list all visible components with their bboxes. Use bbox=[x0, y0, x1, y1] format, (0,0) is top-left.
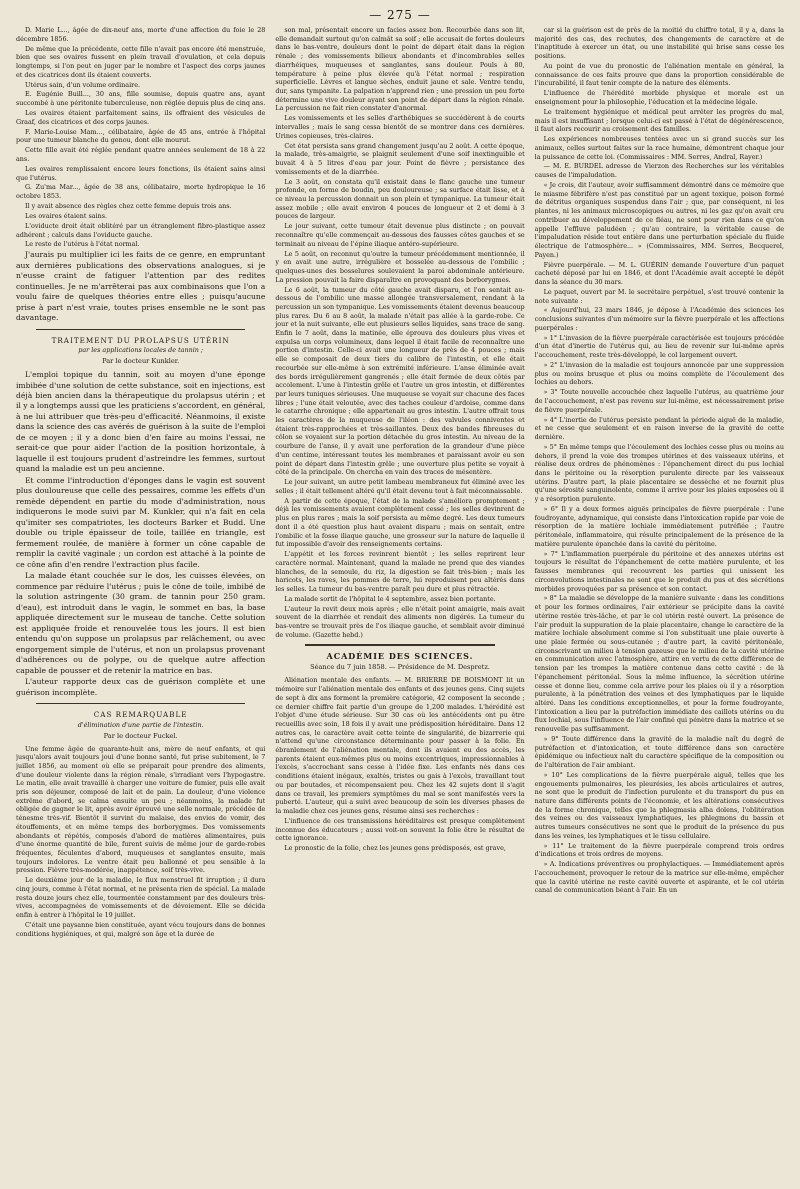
case-list bbox=[16, 26, 265, 249]
article-paragraph: son mal, présentait encore un facies assez bon. Recourbée dans son lit, elle demandait surtout qu'on calmât sa soif ; elle accusait de fortes douleurs dans le bas-ventre, douleurs dont le point de départ était dans la région rénale ; des vomissements bilieux abondants et d'incombrables selles diarrhéiques, muqueuses et sanglantes, sans douleur. Pouls à 80, température à peine plus élevée qu'à l'état normal ; respiration superficielle. Lèvres et langue sèches, enduit jaune et sale. Ventre tendu, dur, sans tympanite. La palpation n'apprend rien ; une pression un peu forte détermine une vive douleur ayant son point de départ dans la région rénale. La percussion ne fait rien constater d'anormal. bbox=[275, 26, 525, 113]
article-paragraph: L'influence de l'hérédité morbide physique et morale est un enseignement pour la philosophie, l'éducation et la médecine légale. bbox=[534, 89, 784, 106]
article-paragraph: » 11° Le traitement de la fièvre puerpérale comprend trois ordres d'indications et trois ordres de moyens. bbox=[534, 841, 784, 859]
article-paragraph: L'auteur la revit deux mois après ; elle n'était point amaigrie, mais avait souvent de la diarrhée et rendait des aliments non digérés. La tumeur du bas-ventre se trouvait près de l'os iliaque gauche, et semblait avoir diminué de volume. (Gazette hebd.) bbox=[275, 604, 525, 639]
case-item: G. Zu'ma Mar..., âgée de 38 ans, célibataire, morte hydropique le 16 octobre 1853. bbox=[16, 183, 266, 201]
article-title: CAS REMARQUABLE bbox=[93, 710, 188, 720]
case-item: Les ovaires étaient sains. bbox=[25, 211, 108, 220]
case-item: D. Marie L..., âgée de dix-neuf ans, morte d'une affection du foie le 28 décembre 1856. bbox=[16, 26, 266, 43]
article-paragraph: » 8° La maladie se développe de la manière suivante : dans les conditions et pour les formes ordinaires, l'air extérieur se précipite dans la cavité utérine restée très-lâche, et par le col utérin resté ouvert. La présence de l'air produit la suppuration de la plaie placentaire, change le caractère de la matière lochiale absolument comme si l'on substituait une plaie ouverte à une plaie fermée ou sous-cutanée ; d'autre part, la cavité péritonéale, circonscrivant un milieu à tension gazeuse que le milieu de la cavité utérine en communication avec l'atmosphère, attire en vertu de cette différence de tension par les trompes la matière contenue dans cette cavité : de là l'épanchement péritonéal. Sous la même influence, la sécrétion utérine cesse et donne lieu, comme cela arrive pour les plaies où il y a résorption purulente, à la pénétration des veines et des lymphatiques par le liquide altéré. Dans les conditions exceptionnelles, et pour la forme foudroyante, l'intoxication a lieu par la putréfaction immédiate des caillots utérins ou du flux lochial, sous l'influence de l'air confiné qui pénètre dans la matrice et se renouvelle pas suffisamment. bbox=[534, 594, 784, 734]
article-subtitle: par les applications locales de tannin ; bbox=[78, 346, 204, 355]
article-subtitle: d'élimination d'une partie de l'intestin. bbox=[77, 720, 204, 729]
article-paragraph: L'emploi topique du tannin, soit au moyen d'une éponge imbibée d'une solution de cette substance, soit en injections, est déjà bien ancien dans la thérapeutique du prolapsus utérin ; et il y a longtemps aussi que les praticiens s'accordent, en général, à ne lui attribuer que très-peu d'efficacité. Néanmoins, il existe dans la science des cas avérés de guérison à la suite de l'emploi de ce moyen ; il y a donc bien d'en faire au moins l'essai, ne serait-ce que pour aider l'action de la position horizontale, à laquelle il est toujours prudent d'astreindre les femmes, surtout quand la maladie est un peu ancienne. bbox=[16, 370, 266, 474]
article-paragraph: Et comme l'introduction d'éponges dans le vagin est souvent plus douloureuse que celle des pessaires, comme les effets d'un remède dépendent en partie du mode d'administration, nous indiquerons le mode suivi par M. Kunkler, qui n'a fait en cela qu'imiter ses compatriotes, les docteurs Barker et Budd. Une double ou triple épaisseur de toile, taillée en triangle, est fermement roulée, de manière à former un cône capable de remplir la cavité vaginale ; un cordon est attaché à la pointe de ce cône afin d'en rendre l'extraction plus facile. bbox=[16, 475, 266, 569]
article-paragraph: « Je crois, dit l'auteur, avoir suffisamment démontré dans ce mémoire que le miasme fébrifère n'est pas constitué par un agent toxique, poison formé de détritus organiques suspendus dans l'air ; que, par conséquent, ni les plantes, ni les animaux microscopiques ou autres, ni les gaz qu'on avait cru contribuer au développement de ce fléau, ne sont pour rien dans ce qu'on appelle l'effluve paludéen ; qu'au contraire, la véritable cause de l'impaludation réside tout entière dans une perturbation spéciale du fluide électrique de l'atmosphère... » (Commissaires, MM. Serres, Becquerel, Payen.) bbox=[534, 181, 784, 259]
article-paragraph: Le traitement hygiénique et médical peut arrêter les progrès du mal, mais il est insuffisant ; lorsque celui-ci est passé à l'état de dégénérescence, il faut alors recourir au croisement des familles. bbox=[534, 107, 784, 134]
article-paragraph: » 9° Toute différence dans la gravité de la maladie naît du degré de putréfaction et d'intoxication, et toute différence dans son caractère épidémique ou infectieux naît du caractère spécifique de la composition ou de l'altération de l'air ambiant. bbox=[534, 734, 784, 770]
conclusion-paragraph: J'aurais pu multiplier ici les faits de ce genre, en empruntant aux dernières publications des observations analogues, si je n'eusse craint de fatiguer l'attention par des redites continuelles. Je ne m'arrêterai pas aux combinaisons que l'on a voulu faire de quelques théories entre elles ; puisqu'aucune prise à part n'est vraie, toutes prises ensemble ne le sont pas davantage. bbox=[16, 250, 266, 323]
article-author: Par le docteur Kunkler. bbox=[102, 357, 180, 366]
article-paragraph: Une femme âgée de quarante-huit ans, mère de neuf enfants, et qui jusqu'alors avait toujours joui d'une bonne santé, fut prise subitement, le 7 juillet 1856, au moment où elle se préparait pour prendre des aliments, d'une douleur violente dans la région rénale, s'irradiant vers l'hypogastre. Le matin, elle avait travaillé à charger une voiture de fumier, puis elle avait pris son déjeuner, composé de lait et de pain. La douleur, d'une violence extrême d'abord, se calma ensuite un peu ; néanmoins, la malade fut obligée de gagner le lit, après avoir éprouvé une selle normale, précédée de ténesme très-vif. Bientôt il survint du malaise, des envies de vomir, des étouffements, et en même temps des borborygmes. Des vomissements abondants et répétés, composés d'abord de matières alimentaires, puis d'une énorme quantité de bile, furent suivis de même jour de garde-robes fréquentes, féculentes d'abord, muqueuses et sanglantes ensuite, mais toujours indolores. Le ventre était peu ballonné et peu sensible à la pression. Fièvre très-modérée, inappétence, soif très-vive. bbox=[16, 744, 266, 875]
article-paragraph: » 2° L'invasion de la maladie est toujours annoncée par une suppression plus ou moins brusque et plus ou moins complète de l'écoulement des lochies au dehors. bbox=[534, 361, 784, 387]
article-paragraph: C'était une paysanne bien constituée, ayant vécu toujours dans de bonnes conditions hygiéniques, et qui, malgré son âge et la durée de bbox=[16, 921, 266, 938]
article-paragraph: Le jour suivant, un autre petit lambeau membraneux fut éliminé avec les selles ; il était tellement altéré qu'il était devenu tout à fait méconnaissable. bbox=[275, 478, 525, 495]
article-paragraph: — M. E. BURDEL adresse de Vierzon des Recherches sur les véritables causes de l'impaludation. bbox=[534, 162, 784, 180]
article-paragraph: Les expériences nombreuses tentées avec un si grand succès sur les animaux, celles surtout faites sur la race humaine, démontrent chaque jour la puissance de cette loi. (Commissaires : MM. Serres, Andral, Rayer.) bbox=[534, 135, 784, 161]
article-paragraph: Le pronostic de la folie, chez les jeunes gens prédisposés, est grave, bbox=[284, 844, 506, 853]
article-paragraph: Fièvre puerpérale. — M. L. GUÉRIN demande l'ouverture d'un paquet cacheté déposé par lui en 1846, et dont l'Académie avait accepté le dépôt dans la séance du 30 mars. bbox=[534, 260, 784, 286]
case-item: Le reste de l'utérus à l'état normal. bbox=[25, 240, 140, 249]
article-paragraph: Aliénation mentale des enfants. — M. BRIERRE DE BOISMONT lit un mémoire sur l'aliénation mentale des enfants et des jeunes gens. Cinq sujets de sept à dix ans forment la première catégorie, 42 composent la seconde ; ce dernier chiffre fait partie d'un groupe de 1,200 malades. L'hérédité est l'objet d'une étude sérieuse. Sur 30 cas où les antécédents ont pu être recueillis avec soin, 18 fois il y avait une prédisposition héréditaire. Dans 12 autres cas, le caractère avait cette teinte de singularité, de bizarrerie qui n'attend qu'une circonstance déterminante pour passer à la folie. En ébranlement de l'aliénation mentale, dont ils avaient eu des accès, les parents étaient eux-mêmes plus ou moins excentriques, impressionnables à l'excès, s'accrochant sans cesse à l'idée fixe. Les enfants nés dans ces conditions étaient inégaux, exaltés, tristes ou gais à l'excès, travaillant tout ou par boutades, et récompensaient peu. Chez les 42 sujets dont il s'agit dans ce travail, les premiers symptômes du mal se sont manifestés vers la puberté. L'auteur, qui a suivi avec beaucoup de soin les diverses phases de la maladie chez ces jeunes gens, résume ainsi ses recherches : bbox=[275, 676, 525, 815]
article-paragraph: » 3° Toute nouvelle accouchée chez laquelle l'utérus, au quatrième jour de l'accouchement, n'est pas revenu sur lui-même, est nécessairement prise de fièvre puerpérale. bbox=[534, 388, 784, 414]
case-item: Les ovaires étaient parfaitement sains, ils offraient des vésicules de Graaf, des cicatrices et des corps jaunes. bbox=[16, 109, 266, 126]
article-paragraph: Le 3 août, on constata qu'il existait dans le flanc gauche une tumeur profonde, en forme de boudin, peu douloureuse ; sa surface était lisse, et à ce niveau la percussion donnait un son plein et tympanique. La tumeur était assez mobile ; elle avait environ 4 pouces de longueur et 2 et demi à 3 pouces de largeur. bbox=[275, 177, 525, 221]
session-line: Séance du 7 juin 1858. — Présidence de M. Despretz. bbox=[310, 663, 490, 672]
article-paragraph: Cet état persista sans grand changement jusqu'au 2 août. A cette époque, la malade, très-amaigrie, se plaignit seulement d'une soif inextinguible et buvait 4 à 5 litres d'eau par jour. Point de fièvre ; persistance des vomissements et de la diarrhée. bbox=[275, 141, 525, 176]
article-author: Par le docteur Fuckel. bbox=[103, 731, 178, 740]
article-paragraph: car si la guérison est de près de la moitié du chiffre total, il y a, dans la majorité des cas, des rechutes, des changements de caractère et de l'inaptitude à exercer un état, ou une instabilité qui brise sans cesse les positions. bbox=[534, 26, 784, 61]
article-paragraph: Le paquet, ouvert par M. le secrétaire perpétuel, s'est trouvé contenir la note suivante : bbox=[534, 287, 784, 305]
case-item: F. Marie-Louise Mam..., célibataire, âgée de 45 ans, entrée à l'hôpital pour une tumeur blanche du genou, dont elle mourut. bbox=[16, 127, 266, 145]
article-paragraph: L'influence de ces transmissions héréditaires est presque complètement inconnue des éducateurs ; aussi voit-on souvent la folie être le résultat de cette ignorance. bbox=[275, 816, 525, 843]
case-item: E. Eugénie Buill..., 30 ans, fille soumise, depuis quatre ans, ayant succombé à une péritonite tuberculeuse, non réglée depuis plus de cinq ans. bbox=[16, 90, 266, 108]
article-paragraph: » 10° Les complications de la fièvre puerpérale aiguë, telles que les engouements pulmonaires, les pleurésies, les abcès articulaires et autres, ne sont que le produit de l'infection purulente et du transport du pus en nature dans différents points de l'économie, et les altérations consécutives de la forme chronique, telles que la phlegmasia alba dolens, l'oblitération des veines ou des vaisseaux lymphatiques, les phlegmons du bassin et autres tumeurs consécutives ne sont que le produit de la présence du pus dans les veines, les lymphatiques et le tissu cellulaire. bbox=[534, 770, 784, 840]
article-paragraph: » 7° L'inflammation puerpérale du péritoine et des annexes utérins est toujours le résultat de l'épanchement de cette matière purulente, et les fausses membranes qui recouvrent les parties qui unissent les circonvolutions intestinales ne sont que le produit du pus et des sécrétions morbides provoquées par sa présence et son contact. bbox=[534, 549, 784, 593]
article-paragraph: » 6° Il y a deux formes aiguës principales de fièvre puerpérale : l'une foudroyante, adynamique, qui consiste dans l'intoxication rapide par voie de résorption de la matière lochiale immédiatement putréfiée ; l'autre péritonéale, inflammatoire, qui résulte principalement de la présence de la matière purulente épanchée dans la cavité du péritoine. bbox=[534, 505, 784, 548]
case-item: De même que la précédente, cette fille n'avait pas encore été menstruée, bien que ses ovaires fussent en plein travail d'ovulation, et cela depuis longtemps, si l'on peut en juger par le nombre et l'aspect des corps jaunes et des cicatrices dont ils étaient couverts. bbox=[16, 44, 266, 79]
article-paragraph: A partir de cette époque, l'état de la malade s'améliora promptement ; déjà les vomissements avaient complètement cessé ; les selles devinrent de plus en plus rares ; mais la soif persista au même degré. Les deux tumeurs dont il a été question plus haut avaient disparu ; mais on sentait, entre l'ombilic et la fosse iliaque gauche, une grosseur sur la nature de laquelle il fut impossible d'avoir des renseignements certains. bbox=[275, 496, 525, 549]
article-paragraph: » A. Indications préventives ou prophylactiques. — Immédiatement après l'accouchement, provoquer le retour de la matrice sur elle-même, empêcher que la cavité utérine ne reste cavité ouverte et aspirante, et le col utérin canal de communication béant à l'air. En un bbox=[534, 860, 784, 895]
article-title: TRAITEMENT DU PROLAPSUS UTÉRIN bbox=[51, 335, 230, 345]
article-paragraph: Le 5 août, on reconnut qu'outre la tumeur précédemment mentionnée, il y en avait une autre, irrégulière et bosselée au-dessous de l'ombilic ; quelques-unes des bosselures soulevaient la paroi abdominale antérieure. La pression pouvait la faire disparaître en provoquant des borborygmes. bbox=[275, 249, 525, 284]
article-paragraph: » 4° L'inertie de l'utérus persiste pendant la période aiguë de la maladie, et ne cesse que seulement et en raison inverse de la gravité de cette dernière. bbox=[534, 415, 784, 442]
article-paragraph: La malade sortit de l'hôpital le 4 septembre, assez bien portante. bbox=[284, 594, 496, 603]
case-item: L'oviducte droit était oblitéré par un étranglement fibro-plastique assez adhérent ; calculs dans l'oviducte gauche. bbox=[16, 221, 266, 239]
divider bbox=[305, 644, 494, 646]
case-item: Utérus sain, d'un volume ordinaire. bbox=[25, 80, 141, 89]
article-paragraph: Les vomissements et les selles d'arthébiques se succédèrent à de courts intervalles ; mais le sang cessa bientôt de se montrer dans ces dernières. Urines copieuses, très-claires. bbox=[275, 114, 525, 140]
page-number: — 275 — bbox=[369, 8, 431, 22]
column-2 bbox=[275, 26, 524, 1176]
column-3 bbox=[535, 26, 784, 1176]
case-item: Les ovaires remplissaient encore leurs fonctions, ils étaient sains ainsi que l'utérus. bbox=[16, 164, 266, 182]
article-paragraph: L'appétit et les forces revinrent bientôt ; les selles reprirent leur caractère normal. Maintenant, quand la malade ne prend que des viandes blanches, de la semoule, du riz, la digestion se fait très-bien ; mais les haricots, les raves, les pommes de terre, lui reproduisent peu altérés dans les selles. La tumeur du bas-ventre paraît peu dure et plus rétractée. bbox=[275, 550, 525, 593]
article-paragraph: Le deuxième jour de la maladie, le flux menstruel fit irruption ; il dura cinq jours, comme à l'état normal, et ne présenta rien de spécial. La malade resta douze jours chez elle, tourmentée constamment par des douleurs très-vives, accompagnées de vomissements et de dévoiement. Elle se décida enfin à entrer à l'hôpital le 19 juillet. bbox=[16, 876, 266, 920]
article-paragraph: « Aujourd'hui, 23 mars 1846, je dépose à l'Académie des sciences les conclusions suivantes d'un mémoire sur la fièvre puerpérale et les affections puerpérales : bbox=[534, 306, 784, 332]
divider bbox=[36, 329, 245, 330]
article-paragraph: » 5° En même temps que l'écoulement des lochies cesse plus ou moins au dehors, il prend la voie des trompes utérines et des vaisseaux utérins, et réalise deux ordres de phénomènes : l'épanchement direct du pus lochial dans le péritoine ou la résorption purulente directe par les vaisseaux utérins. D'autre part, la plaie placentaire se dessèche et ne fournit plus qu'une sérosité sanguinolente, comme il arrive pour les plaies exposées où il y a résorption purulente. bbox=[534, 442, 784, 504]
article-paragraph: L'auteur rapporte deux cas de guérison complète et une guérison incomplète. bbox=[16, 677, 266, 697]
case-item: Il y avait absence des règles chez cette femme depuis trois ans. bbox=[25, 202, 232, 211]
divider bbox=[36, 703, 245, 704]
column-1 bbox=[16, 26, 265, 1176]
article-paragraph: Au point de vue du pronostic de l'aliénation mentale en général, la connaissance de ces faits prouve que dans la proportion considérable de l'incurabilité, il faut tenir compte de la nature des éléments. bbox=[534, 62, 784, 88]
article-paragraph: Le jour suivant, cette tumeur était devenue plus distincte ; on pouvait reconnaître qu'elle commençait au-dessous des fausses côtes gauches et se terminait au niveau de l'épine iliaque antéro-supérieure. bbox=[275, 222, 525, 248]
article-paragraph: La malade étant couchée sur le dos, les cuisses élevées, on commence par réduire l'utérus ; puis le cône de toile, imbibé de la solution astringente (30 gram. de tannin pour 250 gram. d'eau), est introduit dans le vagin, le sommet en bas, la base appliquée directement sur le museau de tanche. Cette solution est appliquée froide et renouvelée tous les jours. Il est bien entendu qu'on suppose un prolapsus par relâchement, ou avec engorgement simple de l'utérus, et non un prolapsus provenant d'adhérences ou de polype, ou de quelque autre affection capable de pousser et de retenir la matrice en bas. bbox=[16, 571, 266, 675]
case-item: Cette fille avait été réglée pendant quatre années seulement de 18 à 22 ans. bbox=[16, 146, 266, 163]
article-paragraph: » 1° L'invasion de la fièvre puerpérale caractérisée est toujours précédée d'un état d'inertie de l'utérus qui, au lieu de revenir sur lui-même après l'accouchement, reste très-développé, le col largement ouvert. bbox=[534, 333, 784, 360]
article-paragraph: Le 6 août, la tumeur du côté gauche avait disparu, et l'on sentait au-dessous de l'ombilic une masse allongée transversalement, rendant à la percussion un son tympanique. Les vomissements étaient devenus beaucoup plus rares. Du 6 au 8 août, la malade n'était pas allée à la garde-robe. Ce jour et la nuit suivante, elle eut plusieurs selles liquides, sans trace de sang. Enfin le 7 août, dans la matinée, elle éprouva des douleurs plus vives et expulsa un corps volumineux, dans lequel il était facile de reconnaître une portion d'intestin. Celle-ci avait une longueur de près de 4 pouces ; mais elle se composait de deux tiers du calibre de l'intestin, et elle était recourbée sur elle-même à son extrémité inférieure. L'anse éliminée avait des bords irrégulièrement gangrenés ; elle était fermée de deux côtés par accolement. L'une à l'intestin grêle et l'autre un gros intestin, et différentes par leurs tuniques sérieuses. Une muqueuse se voyait sur chacune des faces libres ; l'une était veloutée, avec des taches couleur d'ardoise, comme dans le catarrhe chronique ; elle appartenait au gros intestin. L'autre offrait tous les caractères de la muqueuse de l'iléon : des valvules conniventes et étaient très-rapprochées et très-saillantes. Deux des bandes fibreuses du côlon se voyaient sur la portion détachée du gros intestin. Au niveau de la courbure de l'anse, il y avait une perforation de la grandeur d'une pièce d'un centime, intéressant toutes les membranes et paraissant avoir eu son point de départ dans l'intestin grêle ; une ouverture plus petite se voyait à côté de la principale. On chercha en vain des traces de mésentère. bbox=[275, 285, 525, 477]
section-title: ACADÉMIE DES SCIENCES. bbox=[326, 650, 474, 661]
